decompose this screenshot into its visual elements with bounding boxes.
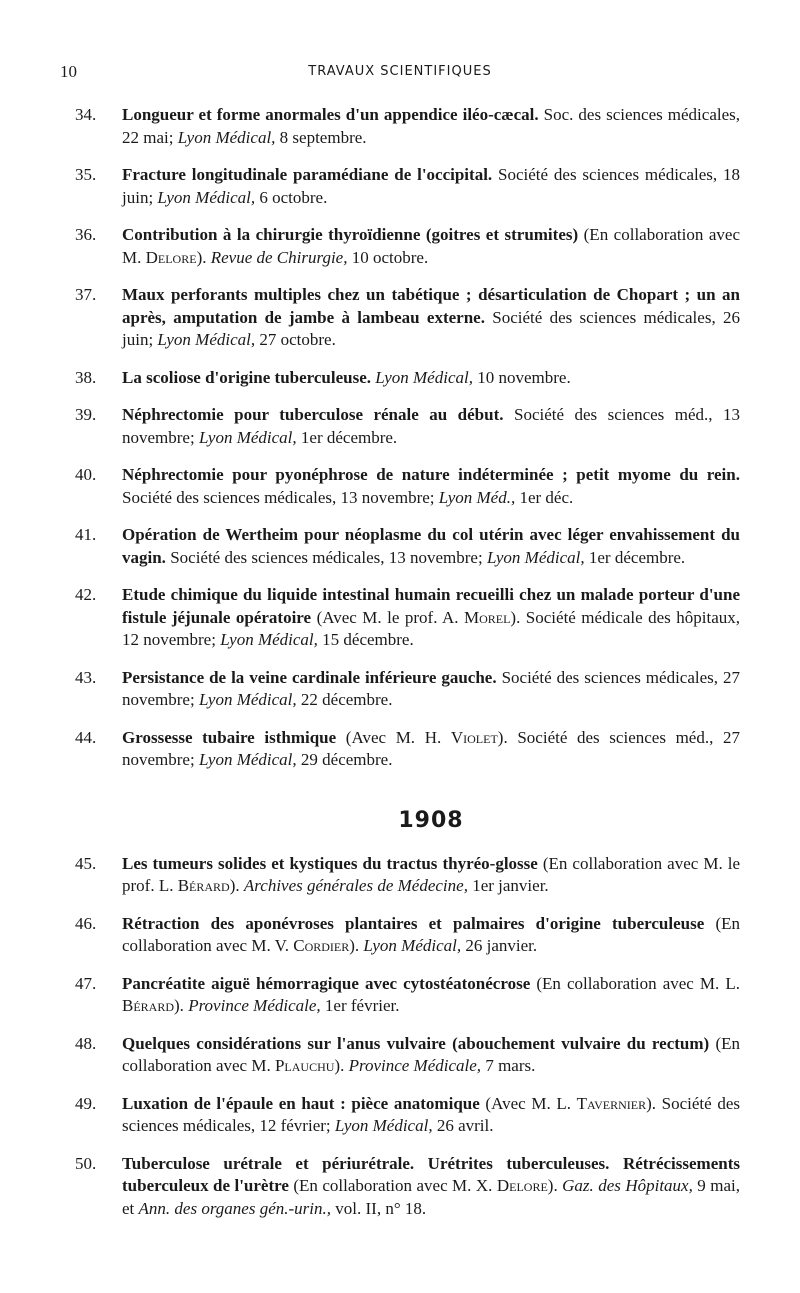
entry-text: ). Société médicale des hôpitaux, 12 novembre; (122, 607, 740, 649)
entry-text: 1er déc. (515, 487, 574, 507)
entry-title: Opération de Wertheim pour néoplasme du col utérin avec léger envahissement du vagin. (122, 525, 740, 567)
list-item (75, 973, 740, 1018)
list-item (75, 584, 740, 652)
journal-name: Lyon Médical, (177, 127, 276, 147)
list-item (75, 404, 740, 449)
entry-number: 46. (75, 913, 97, 933)
entry-text: (Avec M. H. (336, 727, 451, 747)
entry-text: (En collaboration avec M. (122, 225, 740, 267)
list-item (75, 1033, 740, 1078)
entry-text: 29 décembre. (296, 750, 393, 769)
entry-text: (En collaboration avec M. le prof. L. (122, 853, 740, 895)
entry-text: Société des sciences médicales, 13 novembre; (122, 487, 439, 507)
journal-name: Archives générales de Médecine, (243, 876, 468, 895)
entry-title: Luxation de l'épaule en haut : pièce anatomique (122, 1093, 480, 1113)
entry-text: ). Société des sciences méd., 27 novembre; (122, 727, 740, 769)
entry-text: 6 octobre. (255, 187, 328, 207)
journal-name: Province Médicale, (188, 996, 321, 1015)
entry-text: 9 mai, et (122, 1176, 740, 1218)
journal-name: Ann. des organes gén.-urin., (138, 1198, 332, 1218)
journal-name: Gaz. des Hôpitaux, (562, 1176, 693, 1195)
entry-text: 26 avril. (432, 1116, 494, 1135)
author-name: Delore (496, 1176, 548, 1195)
list-item (75, 224, 740, 269)
author-name: Delore (145, 247, 197, 267)
running-title: TRAVAUX SCIENTIFIQUES (308, 64, 492, 79)
entry-text: 1er décembre. (584, 547, 686, 567)
entry-text: (En collaboration avec M. L. (530, 973, 740, 993)
entry-title: Les tumeurs solides et kystiques du tractus thyréo-glosse (122, 853, 538, 873)
entry-title: Persistance de la veine cardinale inférieure gauche. (122, 667, 497, 687)
entry-number: 36. (75, 225, 97, 244)
year-heading: 1908 (398, 807, 464, 833)
author-name: Morel (463, 607, 511, 627)
entry-number: 35. (75, 165, 97, 184)
entry-number: 34. (75, 105, 97, 124)
entry-text: ). Société des sciences médicales, 12 février; (122, 1093, 740, 1135)
entry-text: 1er décembre. (296, 427, 398, 447)
page-header (60, 62, 740, 86)
journal-name: Lyon Médical, (363, 936, 462, 955)
list-item (75, 164, 740, 209)
list-item (75, 913, 740, 958)
entry-number: 38. (75, 367, 97, 387)
entry-number: 40. (75, 465, 97, 484)
list-item (75, 727, 740, 772)
entry-title: Quelques considérations sur l'anus vulvaire (abouchement vulvaire du rectum) (122, 1033, 710, 1053)
entry-title: Grossesse tubaire isthmique (122, 727, 337, 747)
entry-number: 39. (75, 405, 97, 424)
author-name: Bérard (122, 996, 175, 1015)
entry-text: Soc. des sciences médicales, 22 mai; (122, 105, 740, 147)
list-item (75, 367, 740, 390)
entry-text: 22 décembre. (296, 690, 393, 709)
entry-number: 41. (75, 525, 97, 544)
entry-text: 27 octobre. (255, 330, 336, 349)
entry-text: 26 janvier. (461, 936, 538, 955)
journal-name: Lyon Médical, (220, 630, 318, 649)
list-item (75, 853, 740, 898)
entry-number: 44. (75, 727, 97, 747)
entry-title: Tuberculose urétrale et périurétrale. Urétrites tuberculeuses. Rétrécissements tuberculeux de l'urètre (122, 1153, 740, 1195)
author-name: Plauchu (274, 1056, 335, 1075)
journal-name: Lyon Médical, (486, 547, 585, 567)
list-item (75, 667, 740, 712)
entry-text: Société des sciences médicales, 27 novembre; (122, 667, 740, 709)
journal-name: Lyon Médical, (198, 750, 297, 769)
entry-text: ). (334, 1056, 349, 1075)
journal-name: Lyon Médical, (198, 427, 297, 447)
entry-title: Néphrectomie pour tuberculose rénale au début. (122, 405, 504, 424)
list-item (75, 284, 740, 352)
entry-text: 1er février. (320, 996, 400, 1015)
author-name: Tavernier (576, 1093, 647, 1113)
list-item (75, 464, 740, 509)
entry-number: 42. (75, 585, 97, 604)
entry-text: (Avec M. le prof. A. (311, 607, 464, 627)
entry-text: (En collaboration avec M. (122, 1033, 741, 1075)
entry-text: 10 novembre. (472, 367, 571, 387)
entry-text: ). (174, 996, 189, 1015)
entry-text: (En collaboration avec M. V. (122, 913, 740, 955)
entry-number: 48. (75, 1033, 97, 1053)
journal-name: Revue de Chirurgie, (210, 247, 348, 267)
entry-text: 15 décembre. (317, 630, 414, 649)
entry-text: 7 mars. (481, 1056, 536, 1075)
entry-number: 37. (75, 285, 97, 304)
entry-title: La scoliose d'origine tuberculeuse. (122, 367, 372, 387)
entry-text: Société des sciences médicales, 18 juin; (122, 165, 740, 207)
journal-name: Province Médicale, (348, 1056, 482, 1075)
journal-name: Lyon Méd., (438, 487, 516, 507)
entry-title: Longueur et forme anormales d'un appendice iléo-cæcal. (122, 105, 539, 124)
entry-text: ). (196, 247, 211, 267)
entry-title: Etude chimique du liquide intestinal humain recueilli chez un malade porteur d'une fistule jéjunale opératoire (122, 585, 740, 627)
list-item (75, 104, 740, 149)
entry-text: 10 octobre. (347, 247, 429, 267)
entry-text: ). (229, 876, 244, 895)
author-name: Violet (450, 727, 498, 747)
entry-text: vol. II, n° 18. (331, 1198, 427, 1218)
entry-text: 1er janvier. (467, 876, 549, 895)
entry-title: Maux perforants multiples chez un tabétique ; désarticulation de Chopart ; un an après, amputation de jambe à lambeau externe. (122, 285, 740, 327)
entry-title: Fracture longitudinale paramédiane de l'occipital. (122, 165, 493, 184)
list-item (75, 1153, 740, 1221)
list-item (75, 524, 740, 569)
entry-text: Société des sciences méd., 13 novembre; (122, 405, 740, 447)
journal-name: Lyon Médical, (157, 187, 256, 207)
author-name: Cordier (293, 936, 350, 955)
author-name: Bérard (177, 876, 230, 895)
journal-name: Lyon Médical, (157, 330, 256, 349)
entry-number: 49. (75, 1093, 97, 1113)
entry-text: (Avec M. L. (479, 1093, 577, 1113)
entry-text: 8 septembre. (275, 127, 367, 147)
page-number: 10 (60, 62, 77, 81)
entry-title: Pancréatite aiguë hémorragique avec cytostéatonécrose (122, 973, 531, 993)
entry-title: Contribution à la chirurgie thyroïdienne (goitres et strumites) (122, 225, 579, 244)
entry-text: ). (547, 1176, 563, 1195)
entry-title: Néphrectomie pour pyonéphrose de nature indéterminée ; petit myome du rein. (122, 465, 740, 484)
journal-name: Lyon Médical, (334, 1116, 433, 1135)
entry-title: Rétraction des aponévroses plantaires et palmaires d'origine tuberculeuse (122, 913, 705, 933)
entry-number: 47. (75, 973, 97, 993)
entry-text: ). (349, 936, 364, 955)
entry-text: Société des sciences médicales, 26 juin; (122, 307, 740, 349)
journal-name: Lyon Médical, (375, 367, 473, 387)
entry-number: 43. (75, 667, 97, 687)
entry-text: Société des sciences médicales, 13 novembre; (165, 547, 487, 567)
bibliography-list (75, 104, 740, 1235)
entry-text: (En collaboration avec M. X. (288, 1176, 497, 1195)
entry-number: 50. (75, 1153, 97, 1173)
entry-number: 45. (75, 853, 97, 873)
journal-name: Lyon Médical, (198, 690, 297, 709)
list-item (75, 1093, 740, 1138)
